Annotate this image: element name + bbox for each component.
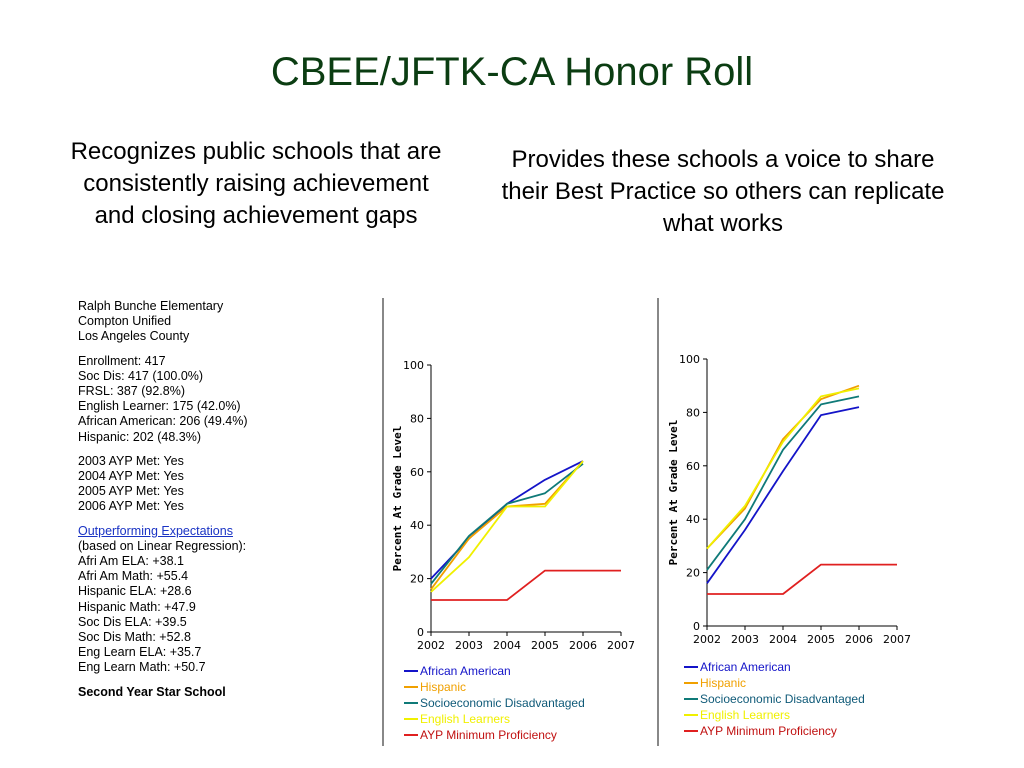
legend-swatch [684, 682, 698, 684]
chart-math-y-tick-label: 60 [686, 459, 700, 473]
chart-math [659, 349, 931, 649]
chart-math-x-tick-label: 2005 [807, 633, 835, 646]
legend-label: Hispanic [700, 676, 747, 690]
legend-swatch [404, 670, 418, 672]
chart-math-x-tick-label: 2007 [883, 633, 911, 646]
legend-swatch [684, 714, 698, 716]
legend-label: AYP Minimum Proficiency [420, 728, 557, 742]
chart-math-legend-item-ayp-minimum-proficiency [684, 723, 865, 739]
chart-math-y-axis-label: Percent At Grade Level [667, 419, 680, 566]
chart-ela-y-axis-label: Percent At Grade Level [391, 425, 404, 572]
chart-math-series-socioeconomic-disadvantaged [707, 396, 859, 570]
ayp-line: 2004 AYP Met: Yes [78, 469, 184, 484]
chart-ela-y-tick-label: 100 [403, 359, 424, 372]
chart-ela-series-socioeconomic-disadvantaged [431, 464, 583, 584]
chart-ela-y-tick-label: 0 [417, 626, 424, 639]
chart-ela-y-tick-label: 40 [410, 519, 424, 533]
chart-math-y-tick-label: 100 [679, 353, 700, 366]
school-name: Ralph Bunche Elementary [78, 299, 224, 313]
legend-swatch [684, 698, 698, 700]
legend-swatch [684, 666, 698, 668]
demographic-line: Soc Dis: 417 (100.0%) [78, 368, 204, 383]
county-name: Los Angeles County [78, 329, 190, 344]
outperforming-section [78, 524, 248, 676]
school-info-panel [78, 299, 248, 700]
chart-ela-x-tick-label: 2002 [417, 639, 445, 652]
demographic-line: Enrollment: 417 [78, 353, 166, 368]
legend-label: English Learners [420, 712, 511, 726]
demographic-line: FRSL: 387 (92.8%) [78, 384, 185, 399]
chart-ela-series-ayp-minimum-proficiency [431, 571, 621, 600]
chart-math-legend-item-hispanic [684, 675, 865, 691]
chart-math-x-tick-label: 2004 [769, 633, 797, 646]
chart-math-y-tick-label: 40 [686, 513, 700, 527]
chart-ela-svg [383, 355, 655, 655]
slide-title: CBEE/JFTK-CA Honor Roll [270, 50, 754, 94]
chart-ela-legend-item-african-american [404, 663, 585, 679]
legend-label: Hispanic [420, 680, 467, 694]
demographic-line: English Learner: 175 (42.0%) [78, 399, 241, 414]
chart-ela-series-african-american [431, 461, 583, 578]
chart-ela-x-tick-label: 2003 [455, 639, 483, 652]
legend-label: AYP Minimum Proficiency [700, 724, 837, 738]
chart-ela-legend-item-ayp-minimum-proficiency [404, 727, 585, 743]
school-header [78, 299, 248, 345]
legend-swatch [404, 734, 418, 736]
outperforming-line: Hispanic ELA: +28.6 [78, 584, 192, 599]
legend-label: African American [700, 660, 791, 674]
chart-math-legend-item-african-american [684, 659, 865, 675]
chart-ela-y-tick-label: 60 [410, 465, 424, 479]
district-name: Compton Unified [78, 314, 172, 329]
outperforming-line: Eng Learn ELA: +35.7 [78, 645, 202, 660]
chart-math-y-tick-label: 80 [686, 406, 700, 420]
legend-label: Socioeconomic Disadvantaged [700, 692, 865, 706]
outperforming-line: Afri Am Math: +55.4 [78, 569, 189, 584]
ayp-line: 2003 AYP Met: Yes [78, 453, 184, 468]
legend-swatch [404, 702, 418, 704]
chart-math-y-tick-label: 20 [686, 566, 700, 580]
chart-ela-x-tick-label: 2007 [607, 639, 635, 652]
chart-ela [383, 355, 655, 655]
outperforming-note: (based on Linear Regression): [78, 538, 247, 553]
chart-ela-x-tick-label: 2004 [493, 639, 521, 652]
chart-ela-legend-item-english-learners [404, 711, 585, 727]
bullet-recognizes: Recognizes public schools that are consistently raising achievement and closing achievement gaps [70, 138, 442, 229]
chart-math-x-tick-label: 2002 [693, 633, 721, 646]
outperforming-expectations-link[interactable]: Outperforming Expectations [78, 523, 233, 538]
chart-ela-y-tick-label: 20 [410, 572, 424, 586]
demographics [78, 354, 248, 445]
ayp-status [78, 454, 248, 515]
chart-ela-legend-item-socioeconomic-disadvantaged [404, 695, 585, 711]
chart-math-svg [659, 349, 931, 649]
ayp-line: 2005 AYP Met: Yes [78, 484, 184, 499]
legend-swatch [684, 730, 698, 732]
legend-swatch [404, 718, 418, 720]
star-school-label: Second Year Star School [78, 684, 226, 699]
legend-ela [404, 663, 585, 743]
outperforming-line: Hispanic Math: +47.9 [78, 599, 196, 614]
legend-swatch [404, 686, 418, 688]
demographic-line: Hispanic: 202 (48.3%) [78, 429, 201, 444]
chart-ela-x-tick-label: 2006 [569, 639, 597, 652]
chart-math-series-ayp-minimum-proficiency [707, 565, 897, 594]
outperforming-line: Soc Dis ELA: +39.5 [78, 614, 187, 629]
bullet-provides: Provides these schools a voice to share their Best Practice so others can replicate what works [501, 146, 945, 237]
chart-math-series-african-american [707, 407, 859, 583]
legend-label: Socioeconomic Disadvantaged [420, 696, 585, 710]
chart-math-y-tick-label: 0 [693, 620, 700, 633]
ayp-line: 2006 AYP Met: Yes [78, 499, 184, 514]
chart-ela-legend-item-hispanic [404, 679, 585, 695]
chart-math-legend-item-english-learners [684, 707, 865, 723]
chart-ela-y-tick-label: 80 [410, 412, 424, 426]
chart-math-x-tick-label: 2003 [731, 633, 759, 646]
outperforming-line: Eng Learn Math: +50.7 [78, 660, 206, 675]
demographic-line: African American: 206 (49.4%) [78, 414, 248, 429]
chart-math-legend-item-socioeconomic-disadvantaged [684, 691, 865, 707]
chart-math-x-tick-label: 2006 [845, 633, 873, 646]
chart-ela-x-tick-label: 2005 [531, 639, 559, 652]
legend-math [684, 659, 865, 739]
legend-label: African American [420, 664, 511, 678]
outperforming-line: Soc Dis Math: +52.8 [78, 630, 191, 645]
legend-label: English Learners [700, 708, 791, 722]
outperforming-line: Afri Am ELA: +38.1 [78, 554, 184, 569]
